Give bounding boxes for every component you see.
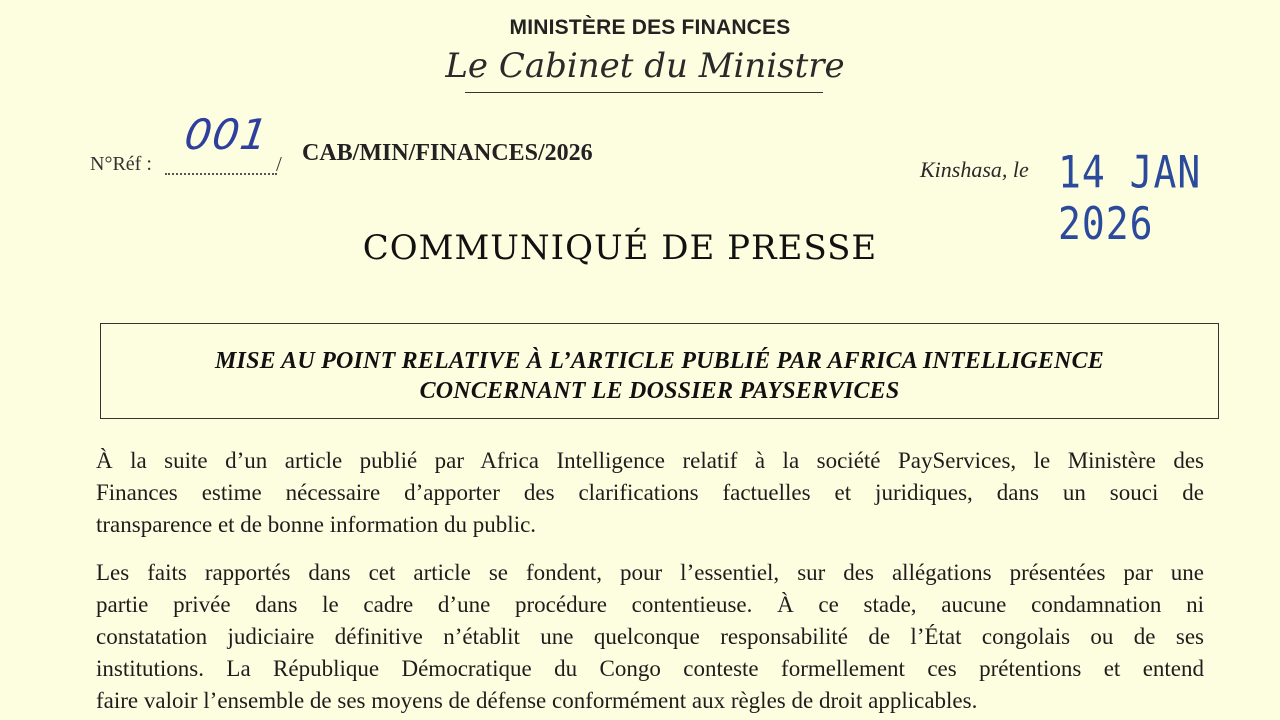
paragraph-line: transparence et de bonne information du public.	[96, 512, 537, 537]
subject-box	[100, 323, 1219, 419]
reference-dotted-line	[165, 173, 277, 175]
reference-handwritten-number: 001	[181, 110, 272, 159]
cabinet-signature-title: Le Cabinet du Ministre	[445, 46, 845, 86]
paragraph-line: constatation judiciaire définitive n’établit une quelconque responsabilité de l’État congolais ou de ses	[96, 624, 1204, 649]
subject-line-1: MISE AU POINT RELATIVE À L’ARTICLE PUBLIÉ PAR AFRICA INTELLIGENCE	[215, 348, 1104, 374]
subject-line-2: CONCERNANT LE DOSSIER PAYSERVICES	[419, 378, 900, 404]
cabinet-underline	[465, 92, 823, 93]
paragraph-line: Les faits rapportés dans cet article se fondent, pour l’essentiel, sur des allégations présentées par une	[96, 560, 1204, 585]
document-title: COMMUNIQUÉ DE PRESSE	[362, 228, 878, 268]
date-location-label: Kinshasa, le	[920, 157, 1029, 182]
date-stamp: 14 JAN 2026	[1058, 146, 1202, 250]
reference-label: N°Réf :	[90, 153, 152, 175]
reference-slash: /	[276, 152, 282, 176]
paragraph-line: Finances estime nécessaire d’apporter des clarifications factuelles et juridiques, dans un souci de	[96, 480, 1204, 505]
body-paragraph-1	[96, 445, 1204, 541]
ministry-name: MINISTÈRE DES FINANCES	[509, 16, 791, 39]
body-paragraph-2	[96, 557, 1204, 717]
reference-code: CAB/MIN/FINANCES/2026	[302, 140, 593, 166]
paragraph-line: partie privée dans le cadre d’une procédure contentieuse. À ce stade, aucune condamnation ni	[96, 592, 1204, 617]
paragraph-line: institutions. La République Démocratique du Congo conteste formellement ces prétentions et entend	[96, 656, 1204, 681]
paragraph-line: faire valoir l’ensemble de ses moyens de défense conformément aux règles de droit applicables.	[96, 688, 978, 713]
paragraph-line: À la suite d’un article publié par Africa Intelligence relatif à la société PayServices, le Ministère des	[96, 448, 1204, 473]
